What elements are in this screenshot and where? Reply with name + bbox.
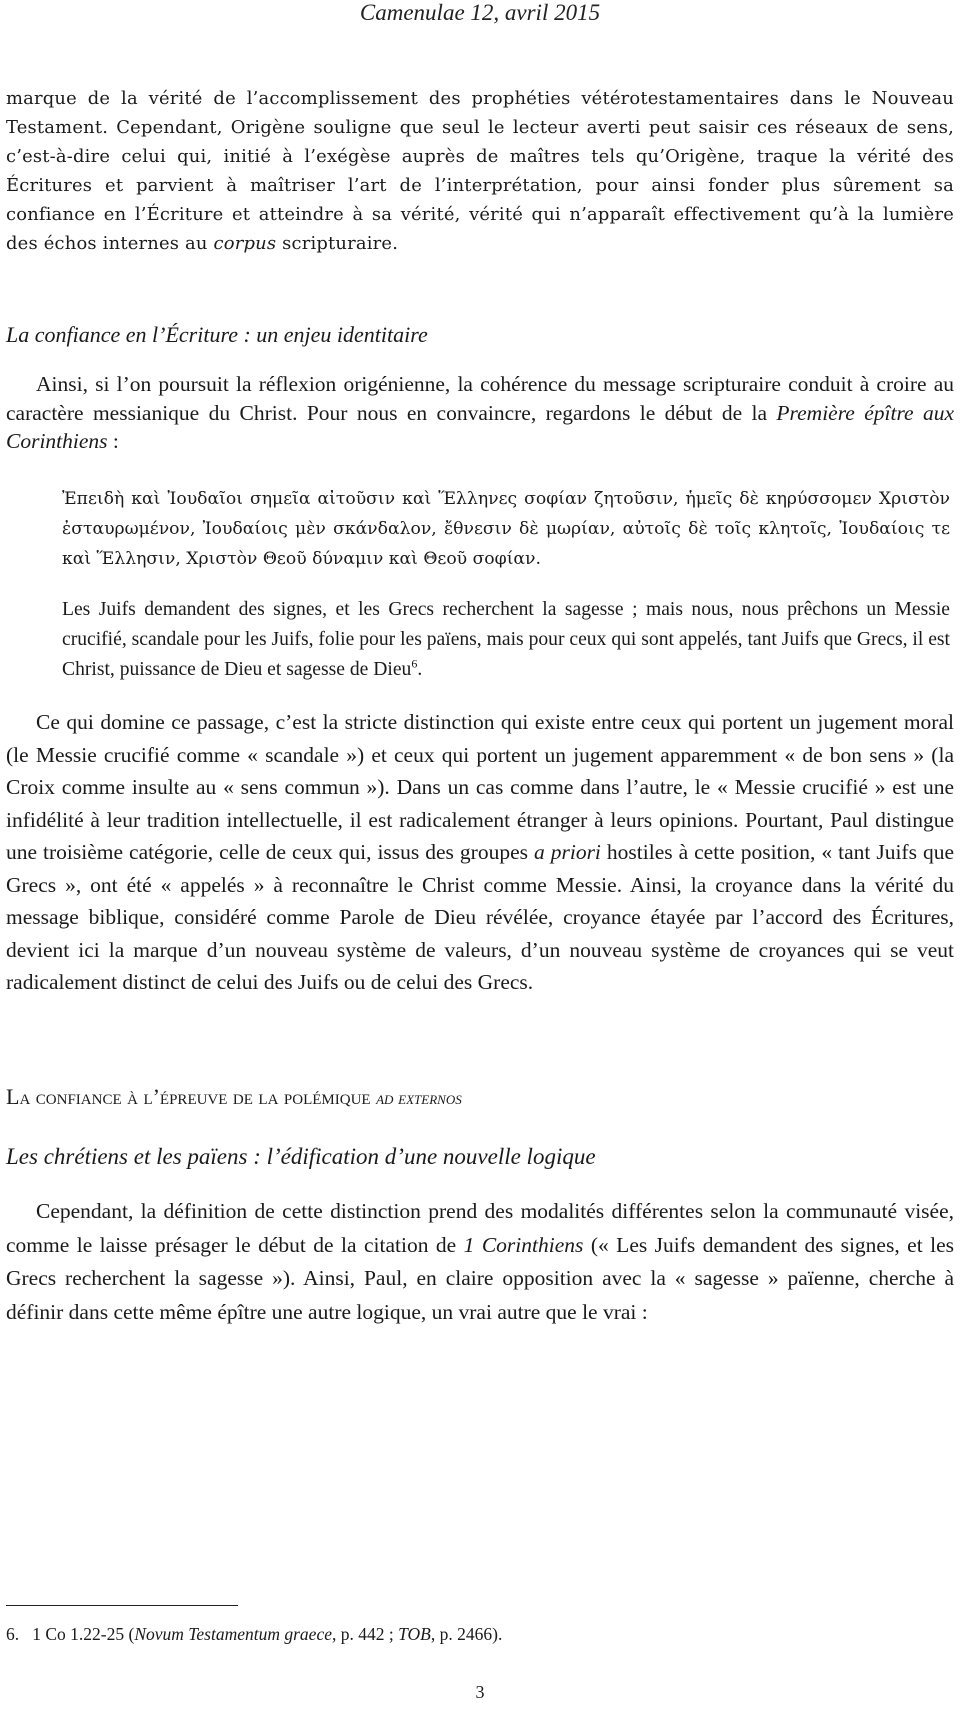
paragraph-text: marque de la vérité de l’accomplissement des prophéties vétérotestamentaires dans le Nouveau Testament. Cependant, Origène souligne que seul le lecteur averti peut saisir ces réseaux de sens, c’est-à-dire celui qui, initié à l’exégèse auprès de maîtres tels qu’Origène, traque la vérité des Écritures et parvient à maîtriser l’art de l’interprétation, pour ainsi fonder plus sûrement sa confiance en l’Écriture et atteindre à sa vérité, vérité qui n’apparaît effectivement qu’à la lumière des échos internes au (6, 88, 954, 254)
footnote-text: , p. 2466). (430, 1624, 503, 1644)
paragraph-text: Cependant, la définition de cette distinction prend des modalités différentes selon la communauté visée, comme le laisse présager le début de la citation de (6, 1199, 954, 1257)
section-heading-polemic (6, 1083, 462, 1113)
paragraph-text: hostiles à cette position, « tant Juifs que Grecs », ont été « appelés » à reconnaître le Christ comme Messie. Ainsi, la croyance dans la vérité du message biblique, considéré comme Parole de Dieu révélée, croyance étayée par l’accord des Écritures, devient ici la marque d’un nouveau système de valeurs, d’un nouveau système de croyances qui se veut radicalement distinct de celui des Juifs ou de celui des Grecs. (6, 840, 954, 994)
footnote-text: , p. 442 ; (332, 1624, 399, 1644)
footnote-reference[interactable]: 6 (411, 656, 418, 671)
heading-italic: ad externos (376, 1088, 462, 1109)
quotation-end: . (417, 659, 423, 680)
paragraph-text: scripturaire. (276, 233, 399, 254)
paragraph-text: : (107, 429, 119, 453)
paragraph-text: (« Les Juifs demandent des signes, et les Grecs recherchent la sagesse »). Ainsi, Paul, en claire opposition avec la « sagesse » païenne, cherche à définir dans cette même épître une autre logique, un vrai autre que le vrai : (6, 1232, 954, 1324)
footnote-title: TOB (398, 1624, 431, 1644)
subsection-heading-new-logic: Les chrétiens et les païens : l’édification d’une nouvelle logique (6, 1144, 596, 1169)
footnote-number: 6. (6, 1624, 20, 1644)
paragraph-distinction (6, 706, 954, 999)
heading-text: La confiance à l’épreuve de la polémique (6, 1084, 371, 1109)
paragraph-corinthians-intro (6, 370, 954, 456)
footnote (6, 1622, 502, 1646)
paragraph-italic: 1 Corinthiens (463, 1232, 584, 1257)
footnote-text: 1 Co 1.22-25 ( (32, 1624, 135, 1644)
footnote-title: Novum Testamentum graece (134, 1624, 332, 1644)
paragraph-italic: Première épître aux Corinthiens (6, 400, 954, 453)
quotation-text: Les Juifs demandent des signes, et les Grecs recherchent la sagesse ; mais nous, nous prêchons un Messie crucifié, scandale pour les Juifs, folie pour les païens, mais pour ceux qui sont appelés, tant Juifs que Grecs, il est Christ, puissance de Dieu et sagesse de Dieu (62, 599, 950, 680)
paragraph-italic: a priori (533, 840, 601, 864)
footnote-separator (6, 1605, 238, 1606)
paragraph-origene-reading (6, 84, 954, 258)
paragraph-text: Ainsi, si l’on poursuit la réflexion origénienne, la cohérence du message scripturaire conduit à croire au caractère messianique du Christ. Pour nous en convaincre, regardons le début de la (6, 372, 954, 425)
paragraph-definition (6, 1195, 954, 1329)
running-head: Camenulae 12, avril 2015 (359, 0, 601, 25)
french-quotation (62, 595, 950, 685)
paragraph-italic: corpus (213, 233, 277, 254)
section-heading-identity: La confiance en l’Écriture : un enjeu identitaire (6, 322, 428, 347)
greek-quotation: Ἐπειδὴ καὶ Ἰουδαῖοι σημεῖα αἰτοῦσιν καὶ Ἕλληνες σοφίαν ζητοῦσιν, ἡμεῖς δὲ κηρύσσομεν Χριστὸν ἐσταυρωμένον, Ἰουδαίοις μὲν σκάνδαλον, ἔθνεσιν δὲ μωρίαν, αὐτοῖς δὲ τοῖς κλητοῖς, Ἰουδαίοις τε καὶ Ἕλλησιν, Χριστὸν Θεοῦ δύναμιν καὶ Θεοῦ σοφίαν. (62, 489, 950, 569)
page-number: 3 (475, 1682, 485, 1702)
paragraph-text: Ce qui domine ce passage, c’est la stricte distinction qui existe entre ceux qui portent un jugement moral (le Messie crucifié comme « scandale ») et ceux qui portent un jugement apparemment « de bon sens » (la Croix comme insulte au « sens commun »). Dans un cas comme dans l’autre, le « Messie crucifié » est une infidélité à leur tradition intellectuelle, il est radicalement étranger à leurs opinions. Pourtant, Paul distingue une troisième catégorie, celle de ceux qui, issus des groupes (6, 710, 954, 864)
